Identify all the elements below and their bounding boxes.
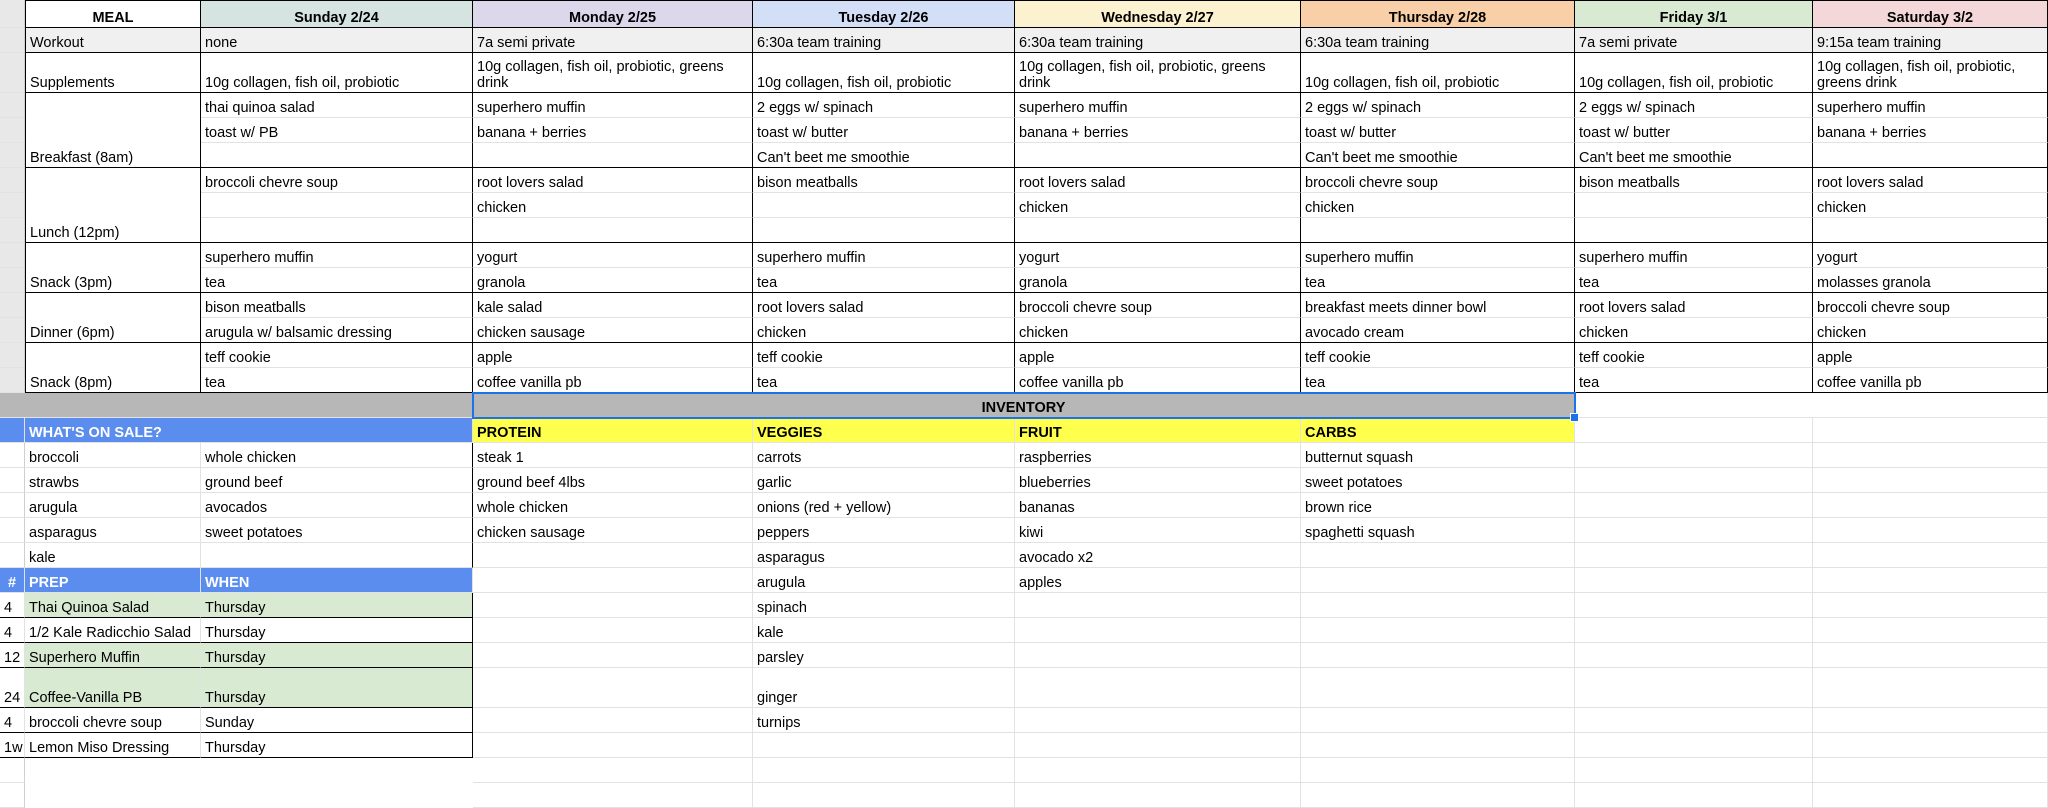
meal-row-label[interactable]: Dinner (6pm) [25, 293, 201, 343]
row-header[interactable] [0, 783, 25, 808]
inventory-item[interactable]: garlic [753, 468, 1015, 493]
meal-cell[interactable]: 2 eggs w/ spinach [1301, 93, 1575, 118]
inventory-item[interactable] [1301, 618, 1575, 643]
meal-cell[interactable]: chicken [753, 318, 1015, 343]
cell[interactable] [1813, 418, 2048, 443]
meal-cell[interactable]: coffee vanilla pb [473, 368, 753, 393]
meal-cell[interactable]: root lovers salad [1813, 168, 2048, 193]
meal-cell[interactable]: molasses granola [1813, 268, 2048, 293]
cell[interactable] [1575, 733, 1813, 758]
row-header[interactable] [0, 268, 25, 293]
meal-cell[interactable]: tea [201, 268, 473, 293]
meal-cell[interactable]: 10g collagen, fish oil, probiotic [753, 53, 1015, 93]
meal-cell[interactable] [473, 143, 753, 168]
meal-cell[interactable] [201, 193, 473, 218]
row-header[interactable] [0, 293, 25, 318]
meal-cell[interactable]: granola [1015, 268, 1301, 293]
meal-cell[interactable]: toast w/ PB [201, 118, 473, 143]
day-header[interactable]: Monday 2/25 [473, 0, 753, 28]
meal-cell[interactable]: chicken [473, 193, 753, 218]
meal-header[interactable]: MEAL [25, 0, 201, 28]
inventory-item[interactable] [473, 708, 753, 733]
prep-item[interactable]: Superhero Muffin [25, 643, 201, 668]
prep-num[interactable]: 4 [0, 708, 25, 733]
meal-cell[interactable]: chicken [1813, 193, 2048, 218]
cell[interactable] [1575, 758, 1813, 783]
sale-item[interactable]: whole chicken [201, 443, 473, 468]
cell[interactable] [1575, 493, 1813, 518]
meal-cell[interactable] [473, 218, 753, 243]
meal-cell[interactable] [201, 143, 473, 168]
meal-cell[interactable]: tea [1301, 268, 1575, 293]
inventory-item[interactable]: turnips [753, 708, 1015, 733]
meal-cell[interactable]: apple [1015, 343, 1301, 368]
inventory-item[interactable]: brown rice [1301, 493, 1575, 518]
meal-cell[interactable]: superhero muffin [753, 243, 1015, 268]
meal-cell[interactable]: broccoli chevre soup [201, 168, 473, 193]
meal-cell[interactable]: yogurt [473, 243, 753, 268]
cell[interactable] [1575, 618, 1813, 643]
meal-cell[interactable]: apple [1813, 343, 2048, 368]
meal-cell[interactable]: root lovers salad [1015, 168, 1301, 193]
meal-cell[interactable]: 10g collagen, fish oil, probiotic [1301, 53, 1575, 93]
meal-cell[interactable]: Can't beet me smoothie [753, 143, 1015, 168]
meal-row-label[interactable]: Lunch (12pm) [25, 168, 201, 243]
meal-cell[interactable]: broccoli chevre soup [1813, 293, 2048, 318]
meal-cell[interactable] [1015, 218, 1301, 243]
inventory-item[interactable] [1301, 668, 1575, 708]
inventory-item[interactable] [1301, 783, 1575, 808]
meal-row-label[interactable]: Breakfast (8am) [25, 93, 201, 168]
cell[interactable] [1813, 543, 2048, 568]
cell[interactable] [1813, 733, 2048, 758]
cell[interactable] [1813, 758, 2048, 783]
meal-cell[interactable]: chicken sausage [473, 318, 753, 343]
inventory-item[interactable] [473, 668, 753, 708]
meal-cell[interactable]: arugula w/ balsamic dressing [201, 318, 473, 343]
meal-cell[interactable]: Can't beet me smoothie [1301, 143, 1575, 168]
meal-cell[interactable]: banana + berries [473, 118, 753, 143]
cell[interactable] [1813, 518, 2048, 543]
inventory-item[interactable] [1015, 668, 1301, 708]
cell[interactable] [1575, 568, 1813, 593]
cell[interactable] [1575, 593, 1813, 618]
cell[interactable] [1813, 493, 2048, 518]
inventory-item[interactable] [1301, 568, 1575, 593]
inventory-item[interactable] [1301, 543, 1575, 568]
prep-num[interactable]: 12 [0, 643, 25, 668]
meal-cell[interactable] [1575, 193, 1813, 218]
prep-header-when[interactable]: WHEN [201, 568, 473, 593]
meal-cell[interactable]: chicken [1015, 318, 1301, 343]
row-header[interactable] [0, 368, 25, 393]
cell[interactable] [1813, 443, 2048, 468]
meal-cell[interactable]: root lovers salad [473, 168, 753, 193]
row-header[interactable] [0, 243, 25, 268]
prep-num[interactable]: 1w [0, 733, 25, 758]
meal-cell[interactable] [753, 218, 1015, 243]
sale-header-gutter[interactable] [0, 418, 25, 443]
inventory-item[interactable] [1301, 758, 1575, 783]
inventory-item[interactable]: spinach [753, 593, 1015, 618]
inventory-category[interactable]: VEGGIES [753, 418, 1015, 443]
sale-item[interactable]: ground beef [201, 468, 473, 493]
inventory-item[interactable] [1301, 733, 1575, 758]
row-header[interactable] [0, 143, 25, 168]
meal-cell[interactable]: granola [473, 268, 753, 293]
meal-cell[interactable]: 10g collagen, fish oil, probiotic, greens drink [1813, 53, 2048, 93]
cell[interactable] [1575, 443, 1813, 468]
inventory-item[interactable]: ground beef 4lbs [473, 468, 753, 493]
inventory-item[interactable] [1015, 643, 1301, 668]
meal-cell[interactable]: tea [1575, 368, 1813, 393]
prep-item[interactable]: Lemon Miso Dressing [25, 733, 201, 758]
prep-item[interactable]: broccoli chevre soup [25, 708, 201, 733]
meal-row-label[interactable]: Snack (3pm) [25, 243, 201, 293]
row-header[interactable] [0, 0, 25, 28]
row-header[interactable] [0, 758, 25, 783]
inventory-item[interactable] [473, 783, 753, 808]
meal-cell[interactable]: coffee vanilla pb [1015, 368, 1301, 393]
inventory-item[interactable]: kale [753, 618, 1015, 643]
prep-when[interactable]: Thursday [201, 733, 473, 758]
cell[interactable] [1813, 593, 2048, 618]
meal-cell[interactable]: 10g collagen, fish oil, probiotic, greens drink [1015, 53, 1301, 93]
meal-cell[interactable]: root lovers salad [753, 293, 1015, 318]
meal-cell[interactable]: toast w/ butter [753, 118, 1015, 143]
meal-cell[interactable]: 6:30a team training [1301, 28, 1575, 53]
row-header[interactable] [0, 493, 25, 518]
inventory-item[interactable]: peppers [753, 518, 1015, 543]
sale-item[interactable]: arugula [25, 493, 201, 518]
row-header[interactable] [0, 93, 25, 118]
meal-cell[interactable] [1015, 143, 1301, 168]
sale-item[interactable]: kale [25, 543, 201, 568]
cell[interactable] [1575, 518, 1813, 543]
prep-when[interactable]: Sunday [201, 708, 473, 733]
meal-row-label[interactable]: Supplements [25, 53, 201, 93]
meal-cell[interactable]: coffee vanilla pb [1813, 368, 2048, 393]
meal-cell[interactable]: superhero muffin [1575, 243, 1813, 268]
meal-cell[interactable]: 10g collagen, fish oil, probiotic, greens drink [473, 53, 753, 93]
cell[interactable] [1575, 543, 1813, 568]
fill-handle[interactable] [1570, 413, 1579, 422]
row-header[interactable] [0, 118, 25, 143]
row-header[interactable] [0, 468, 25, 493]
day-header[interactable]: Tuesday 2/26 [753, 0, 1015, 28]
meal-cell[interactable]: superhero muffin [1015, 93, 1301, 118]
meal-cell[interactable]: none [201, 28, 473, 53]
meal-row-label[interactable]: Workout [25, 28, 201, 53]
inventory-item[interactable]: asparagus [753, 543, 1015, 568]
prep-when[interactable]: Thursday [201, 618, 473, 643]
inventory-item[interactable]: ginger [753, 668, 1015, 708]
meal-cell[interactable]: banana + berries [1015, 118, 1301, 143]
inventory-item[interactable]: parsley [753, 643, 1015, 668]
meal-cell[interactable]: yogurt [1015, 243, 1301, 268]
meal-cell[interactable]: kale salad [473, 293, 753, 318]
inventory-item[interactable] [1015, 783, 1301, 808]
meal-cell[interactable]: Can't beet me smoothie [1575, 143, 1813, 168]
inventory-item[interactable]: butternut squash [1301, 443, 1575, 468]
meal-cell[interactable]: teff cookie [201, 343, 473, 368]
inventory-item[interactable]: sweet potatoes [1301, 468, 1575, 493]
cell[interactable] [1575, 468, 1813, 493]
meal-cell[interactable]: 6:30a team training [753, 28, 1015, 53]
prep-num[interactable]: 24 [0, 668, 25, 708]
sale-item[interactable]: avocados [201, 493, 473, 518]
prep-header-num[interactable]: # [0, 568, 25, 593]
meal-cell[interactable]: superhero muffin [1813, 93, 2048, 118]
meal-cell[interactable]: breakfast meets dinner bowl [1301, 293, 1575, 318]
inventory-item[interactable] [1301, 643, 1575, 668]
cell[interactable] [1813, 668, 2048, 708]
prep-item[interactable]: 1/2 Kale Radicchio Salad [25, 618, 201, 643]
meal-cell[interactable]: teff cookie [753, 343, 1015, 368]
meal-cell[interactable]: avocado cream [1301, 318, 1575, 343]
day-header[interactable]: Thursday 2/28 [1301, 0, 1575, 28]
day-header[interactable]: Wednesday 2/27 [1015, 0, 1301, 28]
inventory-item[interactable] [473, 568, 753, 593]
prep-num[interactable]: 4 [0, 593, 25, 618]
meal-cell[interactable]: tea [753, 368, 1015, 393]
meal-cell[interactable]: 2 eggs w/ spinach [1575, 93, 1813, 118]
row-header[interactable] [0, 343, 25, 368]
meal-cell[interactable]: superhero muffin [201, 243, 473, 268]
grey-band[interactable] [0, 393, 473, 418]
meal-cell[interactable] [1575, 218, 1813, 243]
inventory-item[interactable] [1301, 593, 1575, 618]
inventory-item[interactable]: carrots [753, 443, 1015, 468]
day-header[interactable]: Sunday 2/24 [201, 0, 473, 28]
row-header[interactable] [0, 168, 25, 193]
meal-cell[interactable]: chicken [1813, 318, 2048, 343]
cell[interactable] [1575, 393, 2048, 418]
cell[interactable] [1813, 468, 2048, 493]
cell[interactable] [1813, 568, 2048, 593]
row-header[interactable] [0, 193, 25, 218]
cell[interactable] [1575, 643, 1813, 668]
meal-cell[interactable]: teff cookie [1575, 343, 1813, 368]
meal-cell[interactable]: yogurt [1813, 243, 2048, 268]
sale-item[interactable]: strawbs [25, 468, 201, 493]
meal-cell[interactable]: tea [201, 368, 473, 393]
meal-cell[interactable]: 7a semi private [473, 28, 753, 53]
inventory-item[interactable] [1015, 733, 1301, 758]
cell[interactable] [1575, 708, 1813, 733]
meal-cell[interactable] [1813, 218, 2048, 243]
cell[interactable] [1813, 708, 2048, 733]
sale-item[interactable]: broccoli [25, 443, 201, 468]
inventory-item[interactable] [473, 593, 753, 618]
cell[interactable] [1813, 643, 2048, 668]
row-header[interactable] [0, 518, 25, 543]
meal-cell[interactable]: chicken [1015, 193, 1301, 218]
day-header[interactable]: Friday 3/1 [1575, 0, 1813, 28]
prep-when[interactable]: Thursday [201, 593, 473, 618]
inventory-item[interactable] [473, 758, 753, 783]
inventory-item[interactable]: arugula [753, 568, 1015, 593]
inventory-item[interactable] [1015, 758, 1301, 783]
inventory-item[interactable]: avocado x2 [1015, 543, 1301, 568]
inventory-item[interactable]: onions (red + yellow) [753, 493, 1015, 518]
inventory-item[interactable] [1015, 708, 1301, 733]
inventory-item[interactable]: raspberries [1015, 443, 1301, 468]
meal-cell[interactable]: 7a semi private [1575, 28, 1813, 53]
meal-cell[interactable]: banana + berries [1813, 118, 2048, 143]
inventory-item[interactable]: kiwi [1015, 518, 1301, 543]
inventory-item[interactable] [753, 733, 1015, 758]
meal-cell[interactable]: toast w/ butter [1575, 118, 1813, 143]
inventory-category[interactable]: FRUIT [1015, 418, 1301, 443]
meal-cell[interactable]: 9:15a team training [1813, 28, 2048, 53]
prep-when[interactable]: Thursday [201, 643, 473, 668]
inventory-item[interactable]: chicken sausage [473, 518, 753, 543]
meal-cell[interactable]: tea [753, 268, 1015, 293]
row-header[interactable] [0, 218, 25, 243]
sale-item[interactable]: sweet potatoes [201, 518, 473, 543]
meal-cell[interactable] [201, 218, 473, 243]
inventory-item[interactable] [753, 758, 1015, 783]
day-header[interactable]: Saturday 3/2 [1813, 0, 2048, 28]
inventory-item[interactable]: spaghetti squash [1301, 518, 1575, 543]
meal-cell[interactable] [753, 193, 1015, 218]
inventory-item[interactable]: apples [1015, 568, 1301, 593]
meal-cell[interactable] [1301, 218, 1575, 243]
inventory-category[interactable]: PROTEIN [473, 418, 753, 443]
prep-when[interactable]: Thursday [201, 668, 473, 708]
meal-cell[interactable]: apple [473, 343, 753, 368]
inventory-item[interactable] [1015, 593, 1301, 618]
prep-num[interactable]: 4 [0, 618, 25, 643]
sale-item[interactable]: asparagus [25, 518, 201, 543]
inventory-item[interactable]: steak 1 [473, 443, 753, 468]
inventory-item[interactable] [473, 733, 753, 758]
inventory-item[interactable]: whole chicken [473, 493, 753, 518]
inventory-item[interactable] [753, 783, 1015, 808]
cell[interactable] [1813, 618, 2048, 643]
meal-cell[interactable] [1813, 143, 2048, 168]
row-header[interactable] [0, 443, 25, 468]
meal-cell[interactable]: 10g collagen, fish oil, probiotic [201, 53, 473, 93]
meal-cell[interactable]: 10g collagen, fish oil, probiotic [1575, 53, 1813, 93]
inventory-item[interactable]: bananas [1015, 493, 1301, 518]
sale-header[interactable]: WHAT'S ON SALE? [25, 418, 473, 443]
meal-cell[interactable]: tea [1301, 368, 1575, 393]
meal-cell[interactable]: root lovers salad [1575, 293, 1813, 318]
inventory-category[interactable]: CARBS [1301, 418, 1575, 443]
row-header[interactable] [0, 543, 25, 568]
meal-cell[interactable]: teff cookie [1301, 343, 1575, 368]
inventory-title[interactable]: INVENTORY [473, 393, 1575, 418]
meal-cell[interactable]: superhero muffin [473, 93, 753, 118]
meal-cell[interactable]: 2 eggs w/ spinach [753, 93, 1015, 118]
cell[interactable] [1575, 668, 1813, 708]
inventory-item[interactable] [1015, 618, 1301, 643]
meal-cell[interactable]: superhero muffin [1301, 243, 1575, 268]
meal-row-label[interactable]: Snack (8pm) [25, 343, 201, 393]
cell[interactable] [1575, 783, 1813, 808]
meal-cell[interactable]: thai quinoa salad [201, 93, 473, 118]
meal-cell[interactable]: broccoli chevre soup [1015, 293, 1301, 318]
cell[interactable] [1813, 783, 2048, 808]
meal-cell[interactable]: broccoli chevre soup [1301, 168, 1575, 193]
row-header[interactable] [0, 53, 25, 93]
row-header[interactable] [0, 28, 25, 53]
meal-cell[interactable]: chicken [1575, 318, 1813, 343]
prep-item[interactable]: Thai Quinoa Salad [25, 593, 201, 618]
inventory-item[interactable] [473, 643, 753, 668]
meal-cell[interactable]: bison meatballs [1575, 168, 1813, 193]
meal-cell[interactable]: bison meatballs [201, 293, 473, 318]
prep-item[interactable]: Coffee-Vanilla PB [25, 668, 201, 708]
row-header[interactable] [0, 318, 25, 343]
inventory-item[interactable] [473, 618, 753, 643]
meal-cell[interactable]: toast w/ butter [1301, 118, 1575, 143]
inventory-item[interactable]: blueberries [1015, 468, 1301, 493]
inventory-item[interactable] [473, 543, 753, 568]
meal-cell[interactable]: bison meatballs [753, 168, 1015, 193]
inventory-item[interactable] [1301, 708, 1575, 733]
meal-cell[interactable]: 6:30a team training [1015, 28, 1301, 53]
prep-header-item[interactable]: PREP [25, 568, 201, 593]
cell[interactable] [1575, 418, 1813, 443]
sale-item[interactable] [201, 543, 473, 568]
meal-cell[interactable]: tea [1575, 268, 1813, 293]
meal-cell[interactable]: chicken [1301, 193, 1575, 218]
